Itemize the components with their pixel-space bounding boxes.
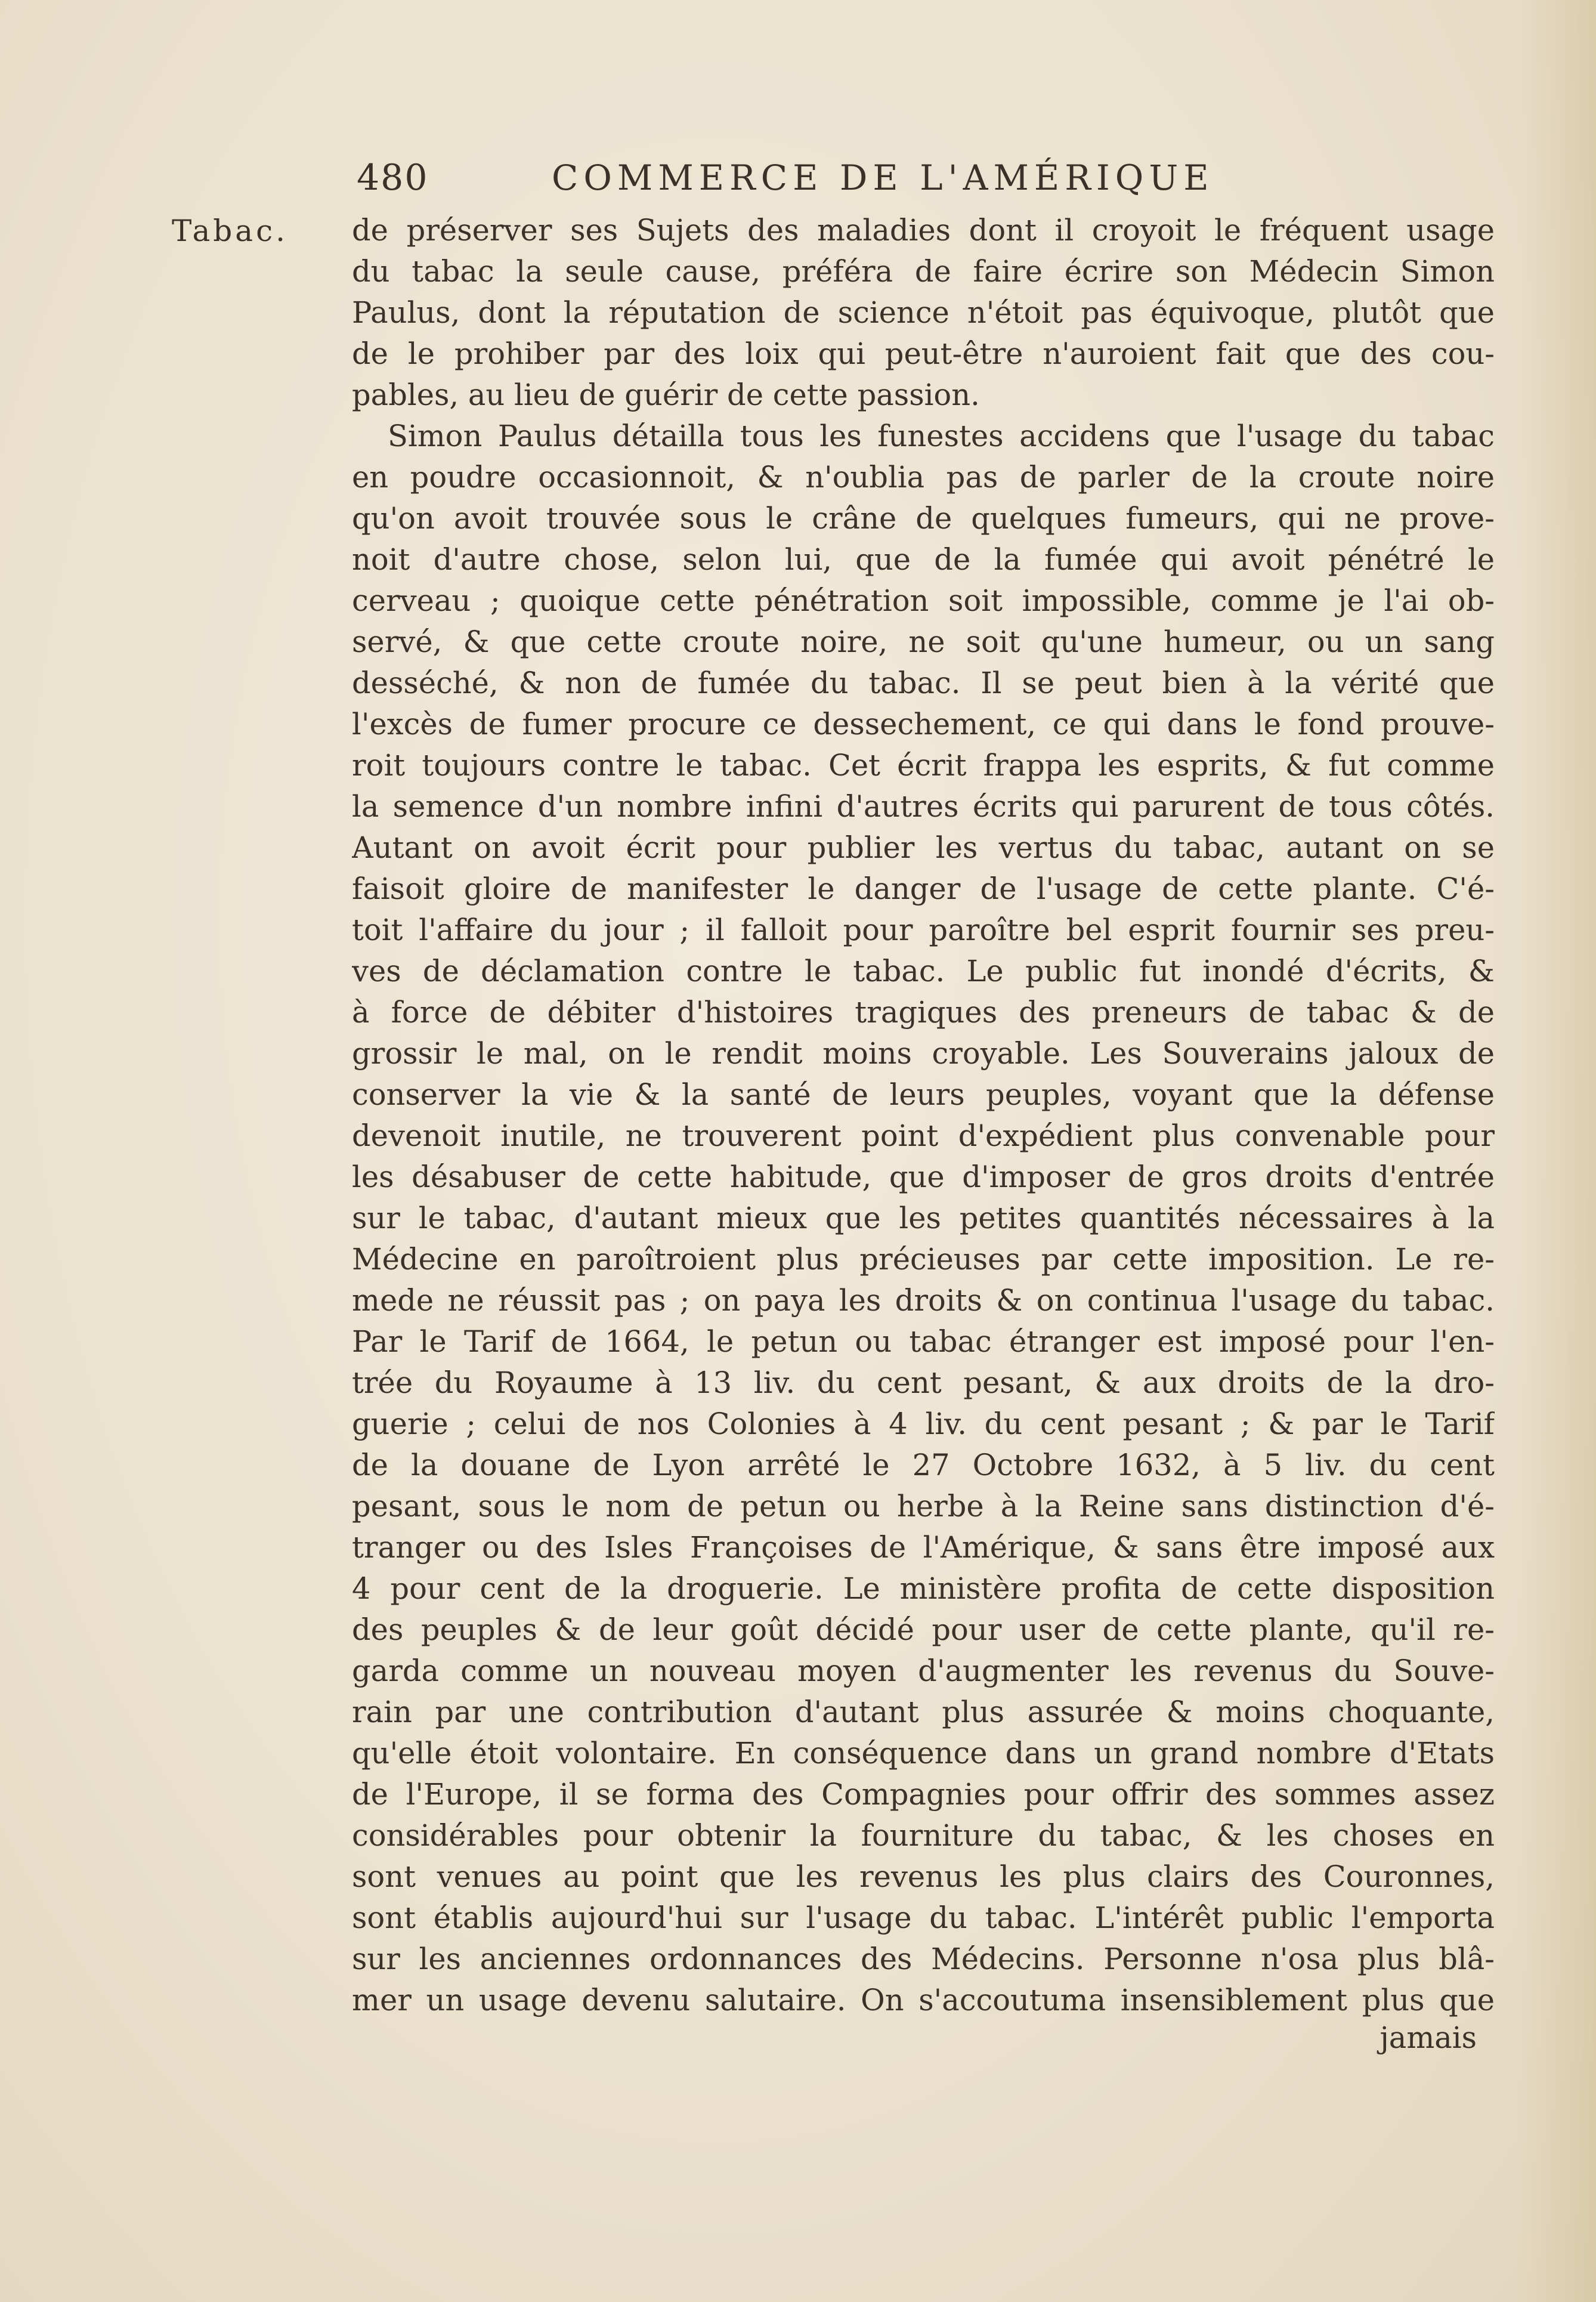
text-line: Par le Tarif de 1664, le petun ou tabac étranger est imposé pour l'en- xyxy=(352,1324,1495,1359)
text-line: mede ne réussit pas ; on paya les droits & on continua l'usage du tabac. xyxy=(352,1283,1495,1318)
text-line: en poudre occasionnoit, & n'oublia pas de parler de la croute noire xyxy=(352,460,1495,495)
text-line: Simon Paulus détailla tous les funestes accidens que l'usage du tabac xyxy=(388,419,1495,453)
text-line: faisoit gloire de manifester le danger de l'usage de cette plante. C'é- xyxy=(352,872,1495,906)
text-line: cerveau ; quoique cette pénétration soit impossible, comme je l'ai ob- xyxy=(352,583,1495,618)
margin-note: Tabac. xyxy=(172,214,288,248)
text-line: l'excès de fumer procure ce dessechement, ce qui dans le fond prouve- xyxy=(352,707,1495,741)
text-line: sont établis aujourd'hui sur l'usage du tabac. L'intérêt public l'emporta xyxy=(352,1901,1495,1935)
text-line: qu'elle étoit volontaire. En conséquence dans un grand nombre d'Etats xyxy=(352,1736,1495,1770)
text-line: toit l'affaire du jour ; il falloit pour paroître bel esprit fournir ses preu- xyxy=(352,913,1495,947)
text-line: trée du Royaume à 13 liv. du cent pesant, & aux droits de la dro- xyxy=(352,1365,1495,1400)
text-line: considérables pour obtenir la fourniture du tabac, & les choses en xyxy=(352,1818,1495,1853)
running-title: COMMERCE DE L'AMÉRIQUE xyxy=(552,157,1214,198)
text-line: de préserver ses Sujets des maladies dont il croyoit le fréquent usage xyxy=(352,213,1495,248)
body-text xyxy=(352,210,1495,2041)
text-line: noit d'autre chose, selon lui, que de la fumée qui avoit pénétré le xyxy=(352,542,1495,577)
text-line: Médecine en paroîtroient plus précieuses par cette imposition. Le re- xyxy=(352,1242,1495,1277)
text-line: servé, & que cette croute noire, ne soit qu'une humeur, ou un sang xyxy=(352,625,1495,659)
text-line: des peuples & de leur goût décidé pour user de cette plante, qu'il re- xyxy=(352,1612,1495,1647)
text-line: les désabuser de cette habitude, que d'imposer de gros droits d'entrée xyxy=(352,1160,1495,1194)
text-line: devenoit inutile, ne trouverent point d'expédient plus convenable pour xyxy=(352,1118,1495,1153)
page-header xyxy=(352,154,1348,202)
page-edge-shading xyxy=(1518,0,1596,2302)
text-line: ves de déclamation contre le tabac. Le public fut inondé d'écrits, & xyxy=(352,954,1495,988)
text-line: qu'on avoit trouvée sous le crâne de quelques fumeurs, qui ne prove- xyxy=(352,501,1495,536)
text-line: Autant on avoit écrit pour publier les vertus du tabac, autant on se xyxy=(352,830,1495,865)
text-line: conserver la vie & la santé de leurs peuples, voyant que la défense xyxy=(352,1077,1495,1112)
text-line: sur les anciennes ordonnances des Médecins. Personne n'osa plus blâ- xyxy=(352,1942,1495,1976)
text-line: tranger ou des Isles Françoises de l'Amérique, & sans être imposé aux xyxy=(352,1530,1495,1565)
text-line: de la douane de Lyon arrêté le 27 Octobre 1632, à 5 liv. du cent xyxy=(352,1448,1495,1482)
text-line: pesant, sous le nom de petun ou herbe à la Reine sans distinction d'é- xyxy=(352,1489,1495,1524)
text-line: roit toujours contre le tabac. Cet écrit frappa les esprits, & fut comme xyxy=(352,748,1495,783)
catchword: jamais xyxy=(1380,2020,1477,2055)
text-line: à force de débiter d'histoires tragiques des preneurs de tabac & de xyxy=(352,995,1495,1030)
text-line: desséché, & non de fumée du tabac. Il se peut bien à la vérité que xyxy=(352,666,1495,700)
text-line: grossir le mal, on le rendit moins croyable. Les Souverains jaloux de xyxy=(352,1036,1495,1071)
text-line: Paulus, dont la réputation de science n'étoit pas équivoque, plutôt que xyxy=(352,295,1495,330)
text-line: sont venues au point que les revenus les plus clairs des Couronnes, xyxy=(352,1859,1495,1894)
text-line: la semence d'un nombre infini d'autres écrits qui parurent de tous côtés. xyxy=(352,789,1495,824)
text-line: de l'Europe, il se forma des Compagnies pour offrir des sommes assez xyxy=(352,1777,1495,1812)
text-line: du tabac la seule cause, préféra de faire écrire son Médecin Simon xyxy=(352,254,1495,289)
text-line: guerie ; celui de nos Colonies à 4 liv. du cent pesant ; & par le Tarif xyxy=(352,1407,1495,1441)
text-line: 4 pour cent de la droguerie. Le ministère profita de cette disposition xyxy=(352,1571,1495,1606)
text-line: rain par une contribution d'autant plus assurée & moins choquante, xyxy=(352,1695,1495,1729)
text-line: garda comme un nouveau moyen d'augmenter les revenus du Souve- xyxy=(352,1654,1495,1688)
page-number: 480 xyxy=(357,157,429,199)
text-line: mer un usage devenu salutaire. On s'accoutuma insensiblement plus que xyxy=(352,1983,1495,2017)
text-line: pables, au lieu de guérir de cette passion. xyxy=(352,378,980,412)
text-line: de le prohiber par des loix qui peut-être n'auroient fait que des cou- xyxy=(352,336,1495,371)
text-line: sur le tabac, d'autant mieux que les petites quantités nécessaires à la xyxy=(352,1201,1495,1235)
